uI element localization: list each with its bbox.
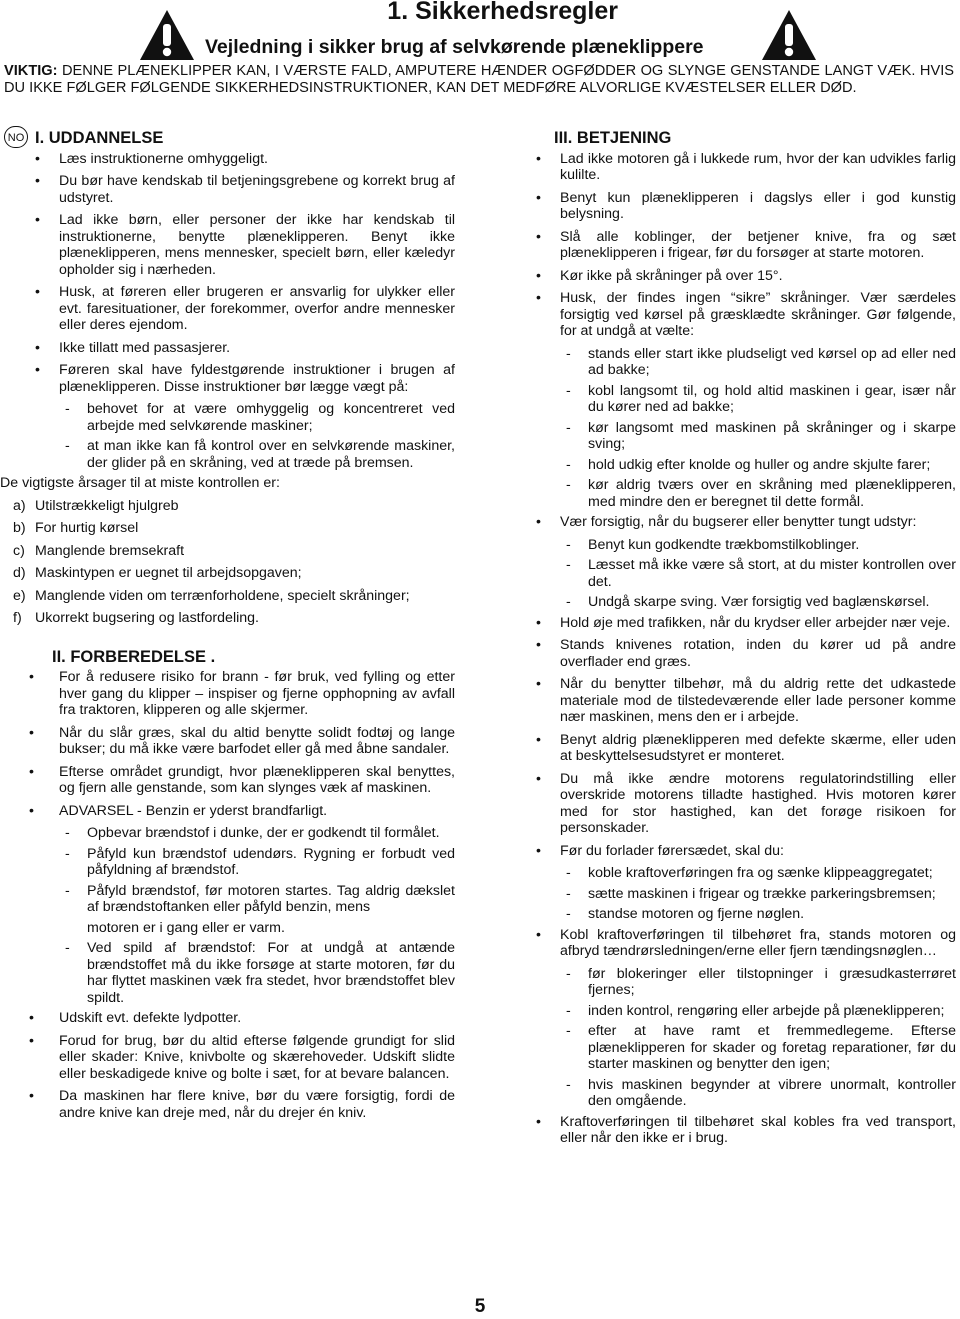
language-badge: NO — [4, 126, 28, 148]
list-item: • Benyt kun plæneklipperen i dagslys eller i god kunstig belysning. — [536, 189, 956, 222]
sub-list-continuation: motoren er i gang eller er varm. — [87, 919, 285, 936]
list-item: • Benyt aldrig plæneklipperen med defekte skærme, eller uden at beskyttelsesudstyret er monteret. — [536, 731, 956, 764]
list-item: • Før du forlader førersædet, skal du: — [536, 842, 784, 859]
sub-list-item: - sætte maskinen i frigear og trække parkeringsbremsen; — [566, 885, 936, 902]
list-item: • Føreren skal have fyldestgørende instruktioner i brugen af plæneklipperen. Disse instruktioner bør lægge vægt på: — [35, 362, 455, 395]
list-item: • ADVARSEL - Benzin er yderst brandfarligt. — [29, 802, 328, 819]
warning-triangle-icon — [760, 8, 818, 62]
list-item: • Ikke tillatt med passasjerer. — [35, 339, 231, 356]
cause-item: a) Utilstrækkeligt hjulgreb — [13, 497, 179, 514]
cause-item: e) Manglende viden om terrænforholdene, specielt skråninger; — [13, 587, 410, 604]
sub-list-item: - at man ikke kan få kontrol over en selvkørende maskiner, der glider på en skråning, ved at træde på bremsen. — [65, 438, 455, 471]
list-item: • Når du slår græs, skal du altid benytte solidt fodtøj og lange bukser; du må ikke være barfodet eller gå med åbne sandaler. — [29, 724, 455, 757]
list-item: • Stands knivenes rotation, inden du kører ud på andre overflader end græs. — [536, 637, 956, 670]
cause-item: f) Ukorrekt bugsering og lastfordeling. — [13, 610, 259, 626]
cause-item: d) Maskintypen er uegnet til arbejdsopgaven; — [13, 565, 302, 581]
list-item: • Kobl kraftoverføringen til tilbehøret fra, stands motoren og afbryd tændrørsledningen/erne eller fjern tændingsnøglen… — [536, 926, 956, 959]
sub-list-item: - stands eller start ikke pludseligt ved kørsel op ad eller ned ad bakke; — [566, 345, 956, 378]
sub-list-item: - koble kraftoverføringen fra og sænke klippeaggregatet; — [566, 865, 933, 881]
sub-list-item: - Påfyld kun brændstof udendørs. Rygning er forbudt ved påfyldning af brændstof. — [65, 845, 455, 878]
sub-list-item: - hvis maskinen begynder at vibrere unormalt, kontroller den omgående. — [566, 1076, 956, 1109]
list-item: • Vær forsigtig, når du bugserer eller benytter tungt udstyr: — [536, 514, 917, 530]
sub-list-item: - efter at have ramt et fremmedlegeme. Efterse plæneklipperen for skader og foretag reparationer, før du starter maskinen og benytter den igen; — [566, 1023, 956, 1072]
page-subtitle: Vejledning i sikker brug af selvkørende plæneklippere — [205, 36, 704, 58]
list-item: • Læs instruktionerne omhyggeligt. — [35, 150, 268, 167]
sub-list-item: - inden kontrol, rengøring eller arbejde på plæneklipperen; — [566, 1002, 945, 1019]
section-heading-betjening: III. BETJENING — [554, 129, 672, 147]
list-item: • Efterse området grundigt, hvor plæneklipperen skal benyttes, og fjern alle genstande, som kan slynges væk af maskinen. — [29, 763, 455, 796]
sub-list-item: - behovet for at være omhyggelig og koncentreret ved arbejde med selvkørende maskiner; — [65, 401, 455, 434]
list-item: • Kraftoverføringen til tilbehøret skal kobles fra ved transport, eller når den ikke er i brug. — [536, 1113, 956, 1146]
list-item: • Kør ikke på skråninger på over 15°. — [536, 267, 783, 284]
right-column — [536, 130, 956, 1153]
causes-intro: De vigtigste årsager til at miste kontrollen er: — [0, 475, 280, 491]
list-item: • For å redusere risiko for brann - før bruk, ved fylling og etter hver gang du klipper – inspiser og fjerne opphopning av avfall fra traktoren, klipperen og alle skjermer. — [29, 669, 455, 718]
warning-body: DENNE PLÆNEKLIPPER KAN, I VÆRSTE FALD, AMPUTERE HÆNDER OGFØDDER OG SLYNGE GENSTANDE LANGT VÆK. HVIS DU IKKE FØLGER FØLGENDE SIKKERHEDSINSTRUKTIONER, KAN DET MEDFØRE ALVORLIGE KVÆSTELSER ELLER DØD. — [4, 63, 954, 96]
section-heading-forberedelse: II. FORBEREDELSE . — [52, 647, 216, 666]
sub-list-item: - Opbevar brændstof i dunke, der er godkendt til formålet. — [65, 825, 440, 841]
sub-list-item: - standse motoren og fjerne nøglen. — [566, 906, 805, 922]
sub-list-item: - kør aldrig tværs over en skråning med plæneklipperen, med mindre den er beregnet til dette formål. — [566, 477, 956, 510]
cause-item: b) For hurtig kørsel — [13, 520, 139, 536]
list-item: • Husk, at føreren eller brugeren er ansvarlig for ulykker eller evt. faresituationer, der forekommer, overfor andre mennesker eller deres ejendom. — [35, 284, 455, 333]
sub-list-item: - kobl langsomt til, og hold altid maskinen i gear, især når du kører ned ad bakke; — [566, 382, 956, 415]
page-title: 1. Sikkerhedsregler — [387, 0, 618, 25]
sub-list-item: - Læsset må ikke være så stort, at du mister kontrollen over det. — [566, 557, 956, 590]
sub-list-item: - før blokeringer eller tilstopninger i græsudkasterrøret fjernes; — [566, 965, 956, 998]
list-item: • Slå alle koblinger, der betjener knive, fra og sæt plæneklipperen i frigear, før du forsøger at starte motoren. — [536, 228, 956, 261]
list-item: • Udskift evt. defekte lydpotter. — [29, 1010, 242, 1026]
section-heading-uddannelse: I. UDDANNELSE — [35, 129, 164, 147]
warning-triangle-icon — [138, 8, 196, 62]
list-item: • Da maskinen har flere knive, bør du være forsigtig, fordi de andre knive kan dreje med, når du drejer én kniv. — [29, 1088, 455, 1121]
page-number: 5 — [474, 1296, 486, 1317]
list-item: • Forud for brug, bør du altid efterse følgende grundigt for slid eller skader: Knive, knivbolte og skærehoveder. Udskift slidte eller beskadigede knive og bolte i sæt, for at bevare balancen. — [29, 1032, 455, 1082]
sub-list-item: - Undgå skarpe sving. Vær forsigtig ved baglænskørsel. — [566, 594, 930, 610]
sub-list-item: - Ved spild af brændstof: For at undgå at antænde brændstoffet må du ikke forsøge at starte motoren, før du har flyttet maskinen væk fra stedet, hvor brændstoffet blev spildt. — [65, 940, 455, 1006]
list-item: • Hold øje med trafikken, når du krydser eller arbejder nær veje. — [536, 614, 951, 631]
cause-item: c) Manglende bremsekraft — [13, 542, 185, 559]
sub-list-item: - hold udkig efter knolde og huller og andre skjulte farer; — [566, 456, 931, 473]
list-item: • Du må ikke ændre motorens regulatorindstilling eller overskride motorens tilladte hastighed. Hvis motoren kører med for stor hastighed, kan det forøge risikoen for personskader. — [536, 770, 956, 836]
sub-list-item: - Benyt kun godkendte trækbomstilkoblinger. — [566, 536, 860, 553]
list-item: • Lad ikke børn, eller personer der ikke har kendskab til instruktionerne, benytte plæneklipperen. Benyt ikke plæneklipperen, mens mennesker, specielt børn, eller kæledyr opholder sig i nærheden. — [35, 212, 455, 278]
sub-list-item: - Påfyld brændstof, før motoren startes. Tag aldrig dækslet af brændstoftanken eller påfyld benzin, mens — [65, 882, 455, 915]
list-item: • Du bør have kendskab til betjeningsgrebene og korrekt brug af udstyret. — [35, 173, 455, 206]
list-item: • Husk, der findes ingen “sikre” skråninger. Vær særdeles forsigtig ved kørsel på græsklædte skråninger. Gør følgende, for at undgå at vælte: — [536, 290, 956, 339]
sub-list-item: - kør langsomt med maskinen på skråninger og i skarpe sving; — [566, 419, 956, 452]
warning-label: VIKTIG: — [4, 63, 58, 79]
list-item: • Når du benytter tilbehør, må du aldrig rette det udkastede materiale mod de tilstedeværende eller lade personer komme nær maskinen, mens den er i arbejde. — [536, 676, 956, 725]
warning-paragraph — [4, 63, 954, 97]
list-item: • Lad ikke motoren gå i lukkede rum, hvor der kan udvikles farlig kulilte. — [536, 150, 956, 183]
left-column — [0, 129, 455, 1127]
